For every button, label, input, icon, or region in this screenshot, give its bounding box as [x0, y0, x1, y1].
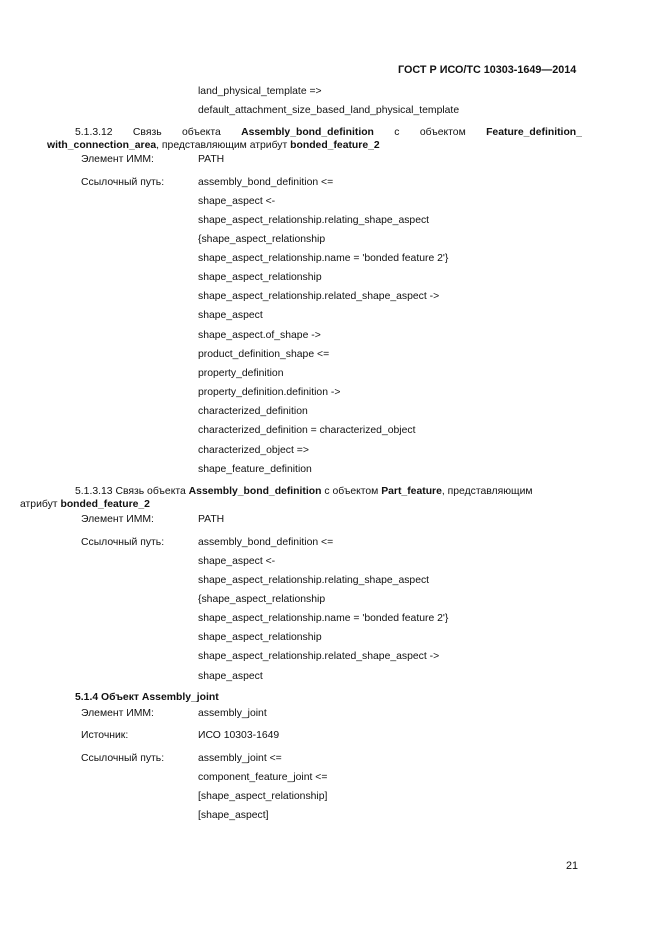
source-value: ИСО 10303-1649 — [198, 730, 280, 741]
ref-line: shape_feature_definition — [198, 464, 312, 475]
document-header: ГОСТ Р ИСО/ТС 10303-1649—2014 — [398, 64, 577, 76]
ref-line: shape_aspect_relationship — [198, 272, 322, 283]
imm-element-label: Элемент ИММ: — [81, 708, 154, 719]
imm-element-value: PATH — [198, 154, 225, 165]
entity-name: Assembly_bond_definition — [241, 127, 374, 138]
ref-line: characterized_object => — [198, 445, 309, 456]
entity-name: Assembly_bond_definition — [188, 486, 322, 497]
reference-path-label: Ссылочный путь: — [81, 753, 165, 764]
ref-line: assembly_bond_definition <= — [198, 177, 334, 188]
ref-line: characterized_definition = characterized_object — [198, 425, 416, 436]
ref-line: shape_aspect_relationship.related_shape_aspect -> — [198, 291, 440, 302]
ref-line: product_definition_shape <= — [198, 349, 330, 360]
ref-line: component_feature_joint <= — [198, 772, 328, 783]
section-number: 5.1.3.12 — [75, 127, 113, 138]
ref-line: shape_aspect — [198, 671, 263, 682]
ref-line: characterized_definition — [198, 406, 308, 417]
ref-line: shape_aspect <- — [198, 196, 276, 207]
para-text: , представляющим — [441, 486, 533, 497]
imm-element-value: assembly_joint — [198, 708, 267, 719]
ref-line: shape_aspect_relationship — [198, 632, 322, 643]
ref-line: shape_aspect_relationship.relating_shape_aspect — [198, 575, 430, 586]
ref-line: property_definition — [198, 368, 284, 379]
entity-name: Part_feature — [381, 486, 442, 497]
para-word: объектом — [419, 127, 466, 138]
imm-element-value: PATH — [198, 514, 225, 525]
page-number: 21 — [566, 860, 579, 872]
ref-line: shape_aspect.of_shape -> — [198, 330, 321, 341]
ref-line: shape_aspect <- — [198, 556, 276, 567]
reference-path-label: Ссылочный путь: — [81, 537, 165, 548]
ref-line: assembly_joint <= — [198, 753, 282, 764]
para-word: Связь — [132, 127, 162, 138]
top-line-2: default_attachment_size_based_land_physical_template — [198, 105, 460, 116]
ref-line: shape_aspect_relationship.name = 'bonded feature 2'} — [198, 613, 449, 624]
entity-name: Feature_definition_ — [486, 127, 582, 138]
para-text: 5.1.3.13 Связь объекта — [75, 486, 189, 497]
ref-line: [shape_aspect] — [198, 810, 269, 821]
ref-line: shape_aspect — [198, 310, 263, 321]
ref-line: property_definition.definition -> — [198, 387, 341, 398]
section-5-1-3-13-line-1 — [75, 485, 533, 498]
para-text: атрибут — [20, 499, 61, 510]
attribute-name: bonded_feature_2 — [60, 499, 150, 510]
source-label: Источник: — [81, 730, 129, 741]
ref-line: shape_aspect_relationship.relating_shape_aspect — [198, 215, 430, 226]
para-word: объекта — [182, 127, 221, 138]
ref-line: assembly_bond_definition <= — [198, 537, 334, 548]
para-word: с — [394, 127, 400, 138]
ref-line: {shape_aspect_relationship — [198, 234, 326, 245]
para-text: , представляющим атрибут — [156, 140, 291, 151]
ref-line: [shape_aspect_relationship] — [198, 791, 328, 802]
ref-line: shape_aspect_relationship.name = 'bonded feature 2'} — [198, 253, 449, 264]
ref-line: {shape_aspect_relationship — [198, 594, 326, 605]
section-5-1-3-12-line-1 — [75, 126, 582, 139]
entity-name: with_connection_area — [47, 140, 157, 151]
imm-element-label: Элемент ИММ: — [81, 154, 154, 165]
imm-element-label: Элемент ИММ: — [81, 514, 154, 525]
section-5-1-4-heading: 5.1.4 Объект Assembly_joint — [75, 692, 219, 703]
section-5-1-3-12-line-2 — [47, 139, 380, 152]
ref-line: shape_aspect_relationship.related_shape_aspect -> — [198, 651, 440, 662]
attribute-name: bonded_feature_2 — [290, 140, 380, 151]
top-line-1: land_physical_template => — [198, 86, 322, 97]
reference-path-label: Ссылочный путь: — [81, 177, 165, 188]
section-5-1-3-13-line-2 — [20, 498, 150, 511]
para-text: с объектом — [321, 486, 382, 497]
